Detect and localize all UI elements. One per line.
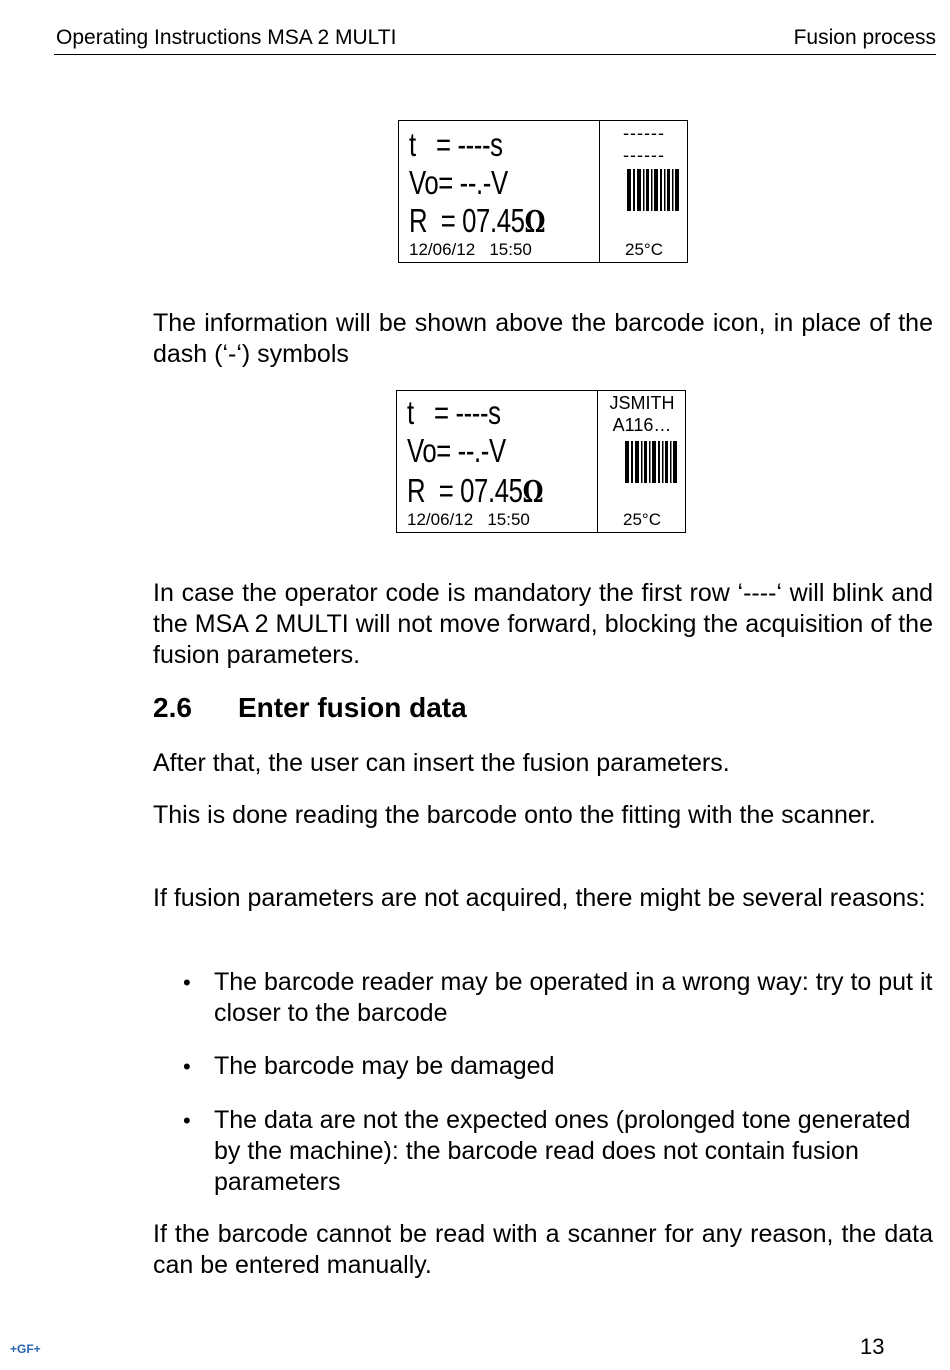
paragraph-operator-code: In case the operator code is mandatory the first row ‘----‘ will blink and the MSA 2 MULTI will not move forward, blocking the acquisition of the fusion parameters.	[153, 579, 933, 669]
list-item	[183, 967, 933, 1029]
display-temperature: 25°C	[625, 240, 663, 259]
bullet-icon: •	[183, 970, 191, 995]
list-item	[183, 1051, 933, 1082]
page-number: 13	[860, 1334, 885, 1359]
paragraph-scanner: This is done reading the barcode onto the fitting with the scanner.	[153, 801, 876, 829]
list-item-text: The barcode may be damaged	[214, 1052, 555, 1080]
ohm-symbol: Ω	[524, 205, 546, 240]
barcode-icon	[625, 441, 677, 483]
document-title: Operating Instructions MSA 2 MULTI	[56, 26, 397, 49]
list-item-text: The barcode reader may be operated in a wrong way: try to put it closer to the barcode	[214, 968, 933, 1027]
display-date: 12/06/12 15:50	[409, 240, 532, 259]
section-heading-title: Enter fusion data	[238, 692, 467, 723]
operator-line-2: A116…	[612, 415, 672, 435]
display-voltage-line: Vo= --.-V	[409, 164, 508, 201]
section-heading	[153, 692, 467, 724]
display-resistance-line: R = 07.45Ω	[409, 202, 546, 240]
section-title: Fusion process	[793, 26, 936, 49]
paragraph-info: The information will be shown above the barcode icon, in place of the dash (‘-‘) symbols	[153, 309, 933, 368]
paragraph-reasons: If fusion parameters are not acquired, there might be several reasons:	[153, 884, 926, 912]
operator-line-2: ------	[623, 145, 665, 165]
display-date: 12/06/12 15:50	[407, 510, 530, 529]
display-temperature: 25°C	[623, 510, 661, 529]
list-item	[183, 1105, 933, 1198]
section-number: 2.6	[153, 692, 192, 723]
device-display-operator	[396, 390, 686, 533]
page-header	[54, 24, 936, 55]
ohm-symbol: Ω	[522, 475, 544, 510]
device-display-default	[398, 120, 688, 263]
operator-line-1: ------	[623, 123, 665, 143]
list-item-text: The data are not the expected ones (prolonged tone generated by the machine): the barcode read does not contain fusion parameters	[214, 1106, 911, 1196]
display-resistance-line: R = 07.45Ω	[407, 472, 544, 510]
paragraph-insert: After that, the user can insert the fusion parameters.	[153, 749, 730, 777]
paragraph-manual: If the barcode cannot be read with a scanner for any reason, the data can be entered manually.	[153, 1220, 933, 1279]
display-time-line: t = ----s	[409, 126, 503, 163]
display-time-line: t = ----s	[407, 394, 501, 431]
barcode-icon	[627, 169, 679, 211]
operator-line-1: JSMITH	[609, 393, 675, 413]
bullet-icon: •	[183, 1108, 191, 1133]
gf-logo: +GF+	[10, 1342, 41, 1356]
bullet-icon: •	[183, 1054, 191, 1079]
display-voltage-line: Vo= --.-V	[407, 432, 506, 469]
